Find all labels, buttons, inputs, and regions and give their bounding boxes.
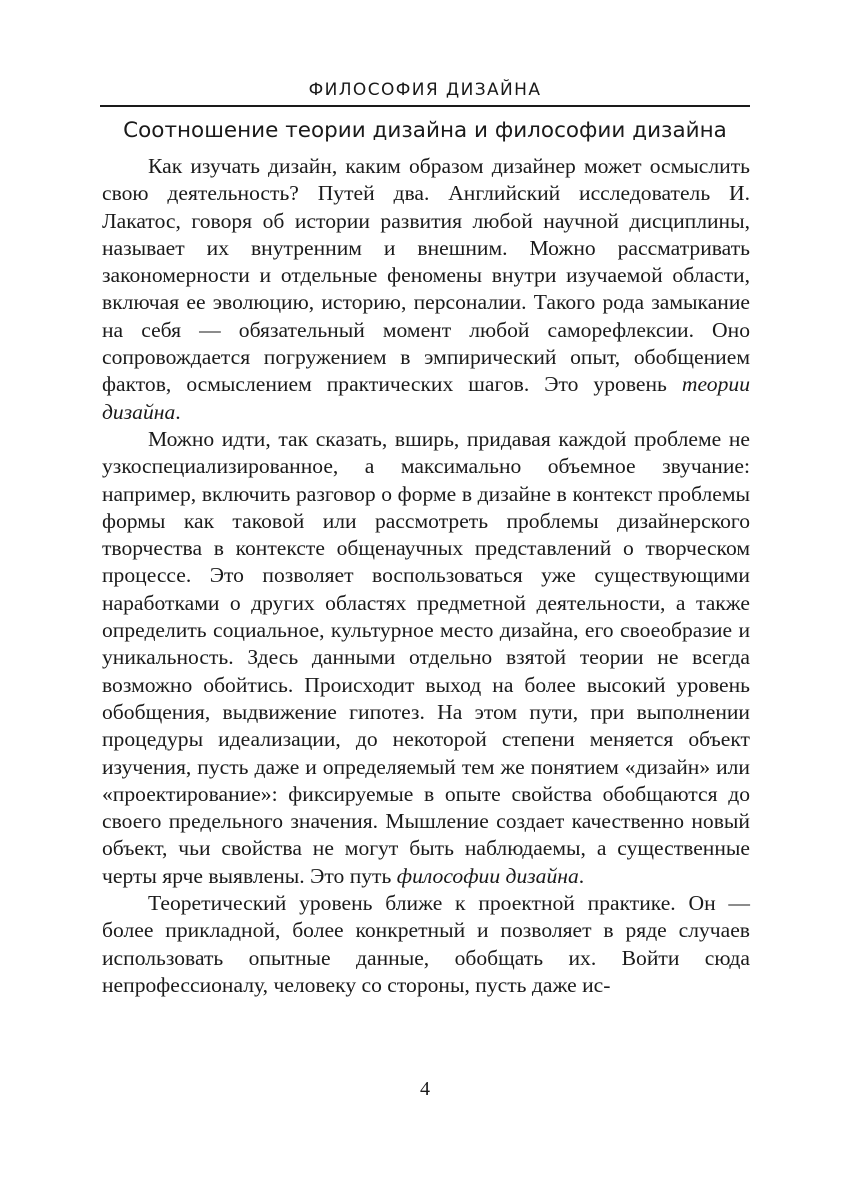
paragraph-1-emphasis: теории дизайна <box>102 372 750 424</box>
paragraph-1-text: Как изучать дизайн, каким образом дизайнер может осмыслить свою деятельность? Путей два. Английский исследователь И. Лакатос, говоря об истории развития любой научной дисциплины, называет их внутренним и внешним. Можно рассматривать закономерности и отдельные феномены внутри изучаемой области, включая ее эволюцию, историю, персоналии. Такого рода замыкание на себя — обязательный момент любой саморефлексии. Оно сопровождается погружением в эмпирический опыт, обобщением фактов, осмыслением практических шагов. Это уровень <box>102 154 750 397</box>
paragraph-2-text: Можно идти, так сказать, вширь, придавая каждой проблеме не узкоспециализированное, а максимально объемное звучание: например, включить разговор о форме в дизайне в контекст проблемы формы как таковой или рассмотреть проблемы дизайнерского творчества в контексте общенаучных представлений о творческом процессе. Это позволяет воспользоваться уже существующими наработками о других областях предметной деятельности, а также определить социальное, культурное место дизайна, его своеобразие и уникальность. Здесь данными отдельно взятой теории не всегда возможно обойтись. Происходит выход на более высокий уровень обобщения, выдвижение гипотез. На этом пути, при выполнении процедуры идеализации, до некоторой степени меняется объект изучения, пусть даже и определяемый тем же понятием «дизайн» или «проектирование»: фиксируемые в опыте свойства обобщаются до своего предельного значения. Мышление создает качественно новый объект, чьи свойства не могут быть наблюдаемы, а существенные черты ярче выявлены. Это путь <box>102 426 750 888</box>
paragraph-2-emphasis: философии дизайна <box>396 863 579 888</box>
paragraph-3 <box>102 890 750 999</box>
paragraph-3-text: Теоретический уровень ближе к проектной практике. Он — более прикладной, более конкретный и позволяет в ряде случаев использовать опытные данные, обобщать их. Войти сюда непрофессионалу, человеку со стороны, пусть даже ис- <box>102 891 750 997</box>
header-rule <box>100 105 750 107</box>
section-title: Соотношение теории дизайна и философии дизайна <box>123 118 727 143</box>
paragraph-2-tail: . <box>578 863 585 888</box>
running-head: ФИЛОСОФИЯ ДИЗАЙНА <box>308 80 542 100</box>
paragraph-1-tail: . <box>175 399 181 424</box>
paragraph-2 <box>102 426 750 890</box>
body-text <box>102 153 750 999</box>
page-number: 4 <box>420 1078 430 1100</box>
paragraph-1 <box>102 153 750 426</box>
